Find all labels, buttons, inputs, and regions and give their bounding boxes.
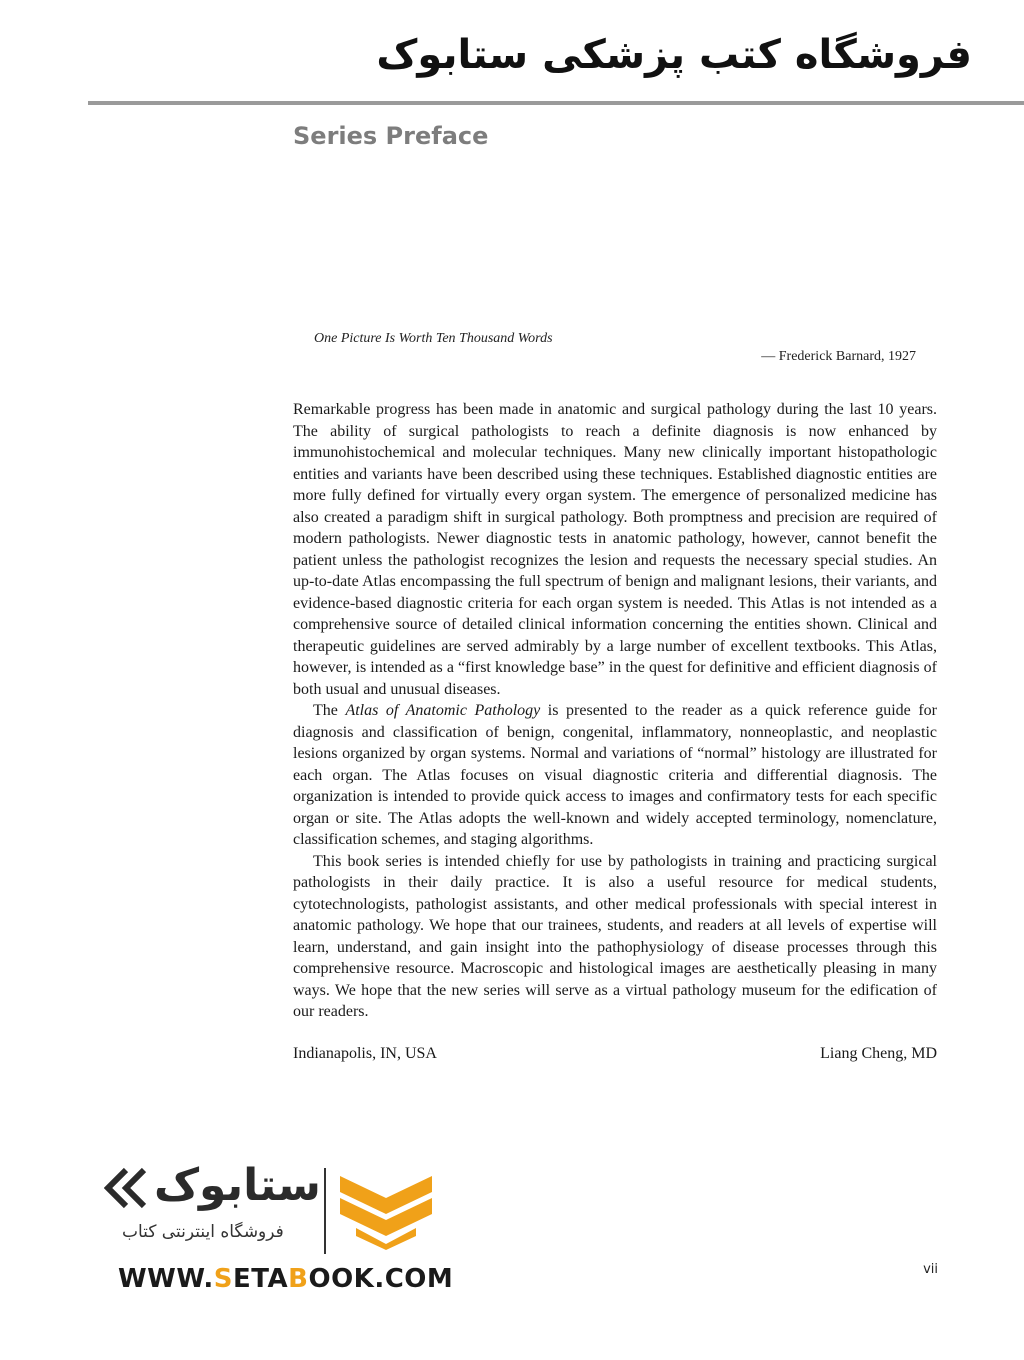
url-suffix: OOK.COM (308, 1264, 454, 1294)
signature-author: Liang Cheng, MD (820, 1045, 937, 1062)
logo-divider (324, 1168, 326, 1254)
url-prefix: WWW. (118, 1264, 214, 1294)
url-accent-b: B (288, 1264, 309, 1294)
url-accent-s: S (213, 1264, 234, 1294)
paragraph-2 (293, 700, 937, 851)
url-mid: ETA (233, 1264, 289, 1294)
preface-body (293, 399, 937, 1023)
paragraph-3: This book series is intended chiefly for use by pathologists in training and practicing surgical pathologists in their daily practice. It is also a useful resource for medical students, cytotechnologists, pathologist assistants, and other medical professionals with special interest in anatomic pathology. We hope that our trainees, students, and readers at all levels of expertise will learn, understand, and gain insight into the pathophysiology of disease processes through this comprehensive resource. Macroscopic and histological images are aesthetically pleasing in many ways. We hope that the new series will serve as a virtual pathology museum for the edification of our readers. (293, 852, 937, 1020)
paragraph-1: Remarkable progress has been made in anatomic and surgical pathology during the last 10 years. The ability of surgical pathologists to reach a definite diagnosis is now enhanced by immunohistochemical and molecular techniques. Many new clinically important histopathologic entities and variants have been described using these techniques. Established diagnostic entities are more fully defined for virtually every organ system. The emergence of personalized medicine has also created a paradigm shift in surgical pathology. Both promptness and precision are required of modern pathologists. Newer diagnostic tests in anatomic pathology, however, cannot benefit the patient unless the pathologist recognizes the lesion and requests the necessary special studies. An up-to-date Atlas encompassing the full spectrum of benign and malignant lesions, their variants, and evidence-based diagnostic criteria for each organ system is needed. This Atlas is not intended as a comprehensive source of detailed clinical information concerning the entities shown. Clinical and therapeutic guidelines are served admirably by a large number of excellent textbooks. This Atlas, however, is intended as a “first knowledge base” in the quest for definitive and efficient diagnosis of both usual and unusual diseases. (293, 401, 937, 698)
logo-wordmark: ستابوک (154, 1160, 321, 1211)
series-title: Atlas of Anatomic Pathology (345, 702, 541, 719)
epigraph-attribution: — Frederick Barnard, 1927 (761, 349, 916, 364)
store-title: فروشگاه کتب پزشکی ستابوک (376, 32, 972, 78)
logo-tagline: فروشگاه اینترنتی کتاب (122, 1222, 284, 1242)
epigraph-quote: One Picture Is Worth Ten Thousand Words (314, 331, 553, 346)
signature-line (293, 1045, 937, 1063)
page-title: Series Preface (293, 122, 489, 150)
paragraph-2-rest: is presented to the reader as a quick reference guide for diagnosis and classification of benign, congenital, inflammatory, nonneoplastic, and neoplastic lesions organized by organ systems. Normal and variations of “normal” histology are illustrated for each organ. The Atlas focuses on visual diagnostic criteria and differential diagnosis. The organization is intended to provide quick access to images and confirmatory tests for each specific organ or site. The Atlas adopts the well-known and widely accepted terminology, nomenclature, classification schemes, and staging algorithms. (293, 702, 937, 848)
book-mark-icon (336, 1170, 436, 1250)
page-number: vii (923, 1262, 938, 1277)
paragraph-2-lead: The (313, 702, 346, 719)
header-divider (88, 101, 1024, 105)
chevrons-icon (104, 1166, 152, 1210)
site-url[interactable] (118, 1264, 453, 1294)
signature-location: Indianapolis, IN, USA (293, 1045, 437, 1062)
